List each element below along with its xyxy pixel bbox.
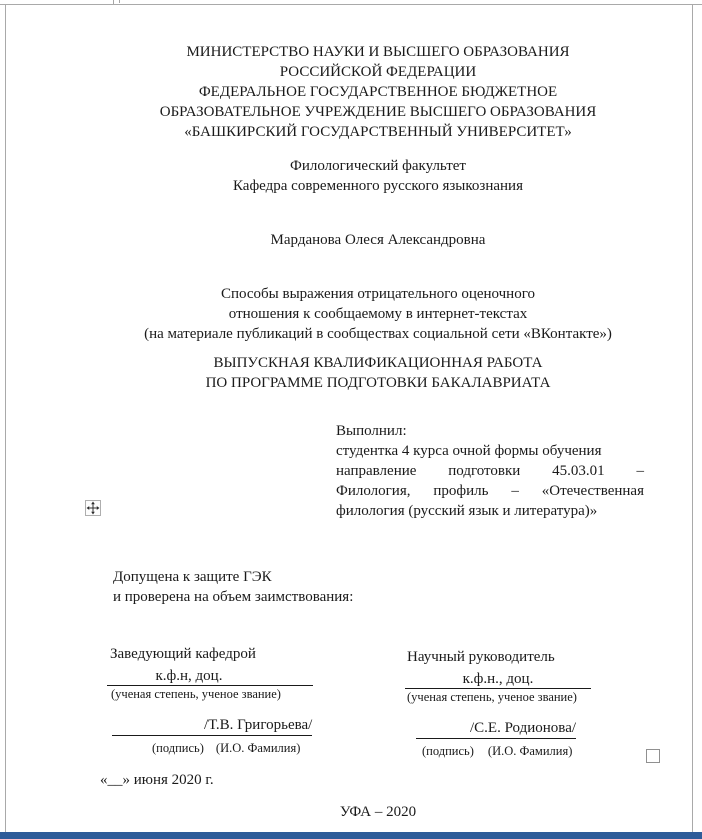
performer-block <box>336 421 644 521</box>
title-line-2: отношения к сообщаемому в интернет-текстах <box>228 306 528 322</box>
right-signature-captions <box>405 744 591 759</box>
left-signature-name: /Т.В. Григорьева/ <box>204 717 313 733</box>
page-top-border <box>0 4 702 5</box>
left-signer-degree: к.ф.н, доц. <box>107 667 313 686</box>
right-degree-caption: (ученая степень, ученое звание) <box>407 690 577 704</box>
left-degree-caption: (ученая степень, ученое звание) <box>111 687 281 701</box>
author-name: Марданова Олеся Александровна <box>270 232 486 248</box>
faculty-line: Филологический факультет <box>290 158 466 174</box>
ministry-line-2: РОССИЙСКОЙ ФЕДЕРАЦИИ <box>279 64 477 80</box>
right-signature-line <box>416 719 576 739</box>
performer-line-4: филология (русский язык и литература)» <box>336 503 598 519</box>
worktype-line-2: ПО ПРОГРАММЕ ПОДГОТОВКИ БАКАЛАВРИАТА <box>205 375 551 391</box>
performer-label: Выполнил: <box>336 423 407 439</box>
performer-line-3: Филология, профиль – «Отечественная <box>336 483 644 499</box>
head-of-department-block <box>107 644 313 756</box>
faculty-block <box>54 156 702 196</box>
left-signature-blank <box>112 721 204 735</box>
left-name-caption: (И.О. Фамилия) <box>215 741 301 755</box>
title-line-3: (на материале публикаций в сообществах социальной сети «ВКонтакте») <box>144 326 612 342</box>
window-bottom-bar <box>0 832 702 839</box>
performer-line-2: направление подготовки 45.03.01 – <box>336 463 644 479</box>
right-signature-name: /С.Е. Родионова/ <box>470 720 577 736</box>
admission-line-1: Допущена к защите ГЭК <box>113 569 272 585</box>
right-name-caption: (И.О. Фамилия) <box>487 744 573 758</box>
admission-line-2: и проверена на объем заимствования: <box>113 589 354 605</box>
department-line: Кафедра современного русского языкознания <box>233 178 523 194</box>
right-sign-caption: (подпись) <box>422 744 474 758</box>
ministry-header <box>54 42 702 142</box>
performer-line-1: студентка 4 курса очной формы обучения <box>336 443 602 459</box>
object-move-handle-icon[interactable] <box>85 500 101 516</box>
left-sign-caption: (подпись) <box>152 741 204 755</box>
right-signer-degree: к.ф.н., доц. <box>405 670 591 689</box>
empty-square-marker-icon <box>646 749 660 763</box>
left-signature-line <box>112 716 312 736</box>
left-signature-captions <box>107 741 313 756</box>
city-year-line: УФА – 2020 <box>339 804 417 820</box>
right-signature-blank <box>416 724 470 738</box>
date-line: «__» июня 2020 г. <box>100 772 214 788</box>
ministry-line-3: ФЕДЕРАЛЬНОЕ ГОСУДАРСТВЕННОЕ БЮДЖЕТНОЕ <box>198 84 558 100</box>
admission-block <box>113 567 353 607</box>
supervisor-block <box>405 647 591 759</box>
title-line-1: Способы выражения отрицательного оценочного <box>220 286 535 302</box>
thesis-title <box>54 284 702 344</box>
right-signer-role: Научный руководитель <box>407 649 555 665</box>
left-signer-role: Заведующий кафедрой <box>110 646 256 662</box>
ministry-line-4: ОБРАЗОВАТЕЛЬНОЕ УЧРЕЖДЕНИЕ ВЫСШЕГО ОБРАЗОВАНИЯ <box>159 104 597 120</box>
page-left-border <box>5 4 6 832</box>
work-type-block <box>54 353 702 393</box>
ministry-line-1: МИНИСТЕРСТВО НАУКИ И ВЫСШЕГО ОБРАЗОВАНИЯ <box>186 44 570 60</box>
worktype-line-1: ВЫПУСКНАЯ КВАЛИФИКАЦИОННАЯ РАБОТА <box>213 355 543 371</box>
cropped-text-artifact <box>110 0 130 6</box>
ministry-line-5: «БАШКИРСКИЙ ГОСУДАРСТВЕННЫЙ УНИВЕРСИТЕТ» <box>184 124 572 140</box>
